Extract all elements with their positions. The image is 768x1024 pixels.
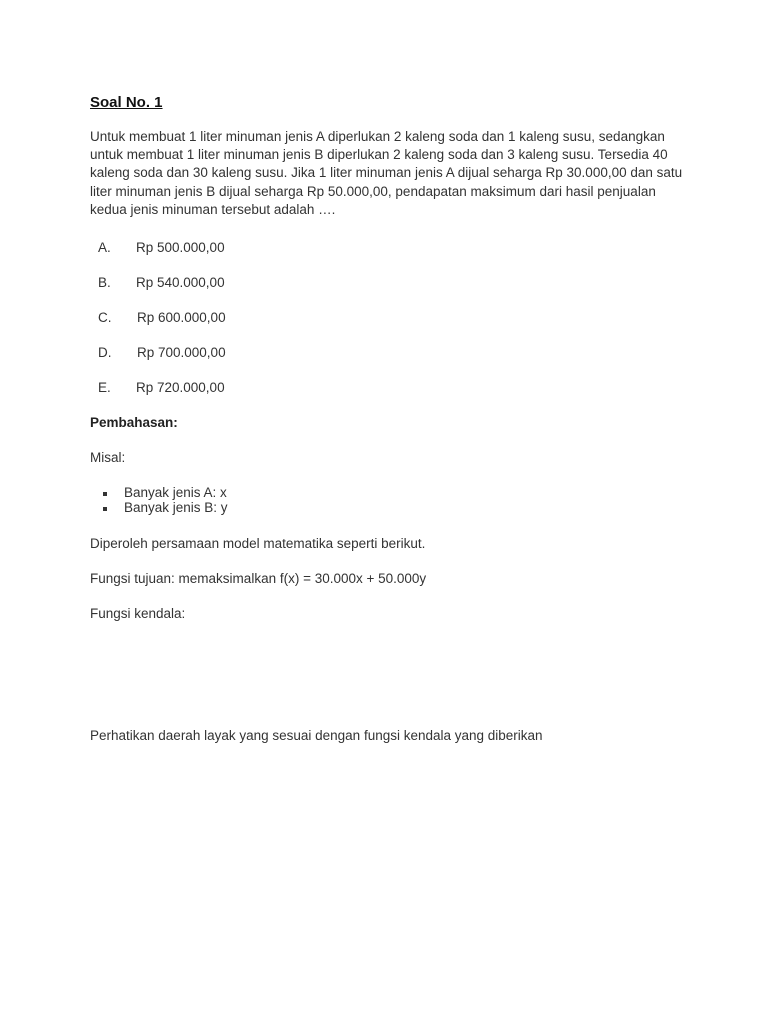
constraint-label: Fungsi kendala:	[90, 606, 186, 621]
question-line: untuk membuat 1 liter minuman jenis B diperlukan 2 kaleng soda dan 3 kaleng susu. Tersedia 40	[90, 147, 668, 163]
option-b-letter: B.	[98, 275, 111, 290]
option-d-letter: D.	[98, 345, 112, 360]
option-c-text: Rp 600.000,00	[137, 310, 226, 325]
option-e-text: Rp 720.000,00	[136, 380, 225, 395]
option-d-text: Rp 700.000,00	[137, 345, 226, 360]
bullet-square-icon	[103, 507, 107, 511]
option-e-letter: E.	[98, 380, 111, 395]
question-line: liter minuman jenis B dijual seharga Rp 50.000,00, pendapatan maksimum dari hasil penjualan	[90, 183, 656, 199]
option-c-letter: C.	[98, 310, 112, 325]
question-line: Untuk membuat 1 liter minuman jenis A diperlukan 2 kaleng soda dan 1 kaleng susu, sedangkan	[90, 129, 665, 144]
question-title: Soal No. 1	[90, 94, 163, 111]
question-line: kedua jenis minuman tersebut adalah ….	[90, 201, 336, 217]
objective-function-text: Fungsi tujuan: memaksimalkan f(x) = 30.000x + 50.000y	[90, 571, 427, 586]
option-a-text: Rp 500.000,00	[136, 240, 225, 255]
bullet-item: Banyak jenis A: x	[124, 485, 227, 500]
bullet-item: Banyak jenis B: y	[124, 500, 228, 515]
misal-label: Misal:	[90, 450, 126, 465]
model-text: Diperoleh persamaan model matematika seperti berikut.	[90, 536, 426, 551]
question-line: kaleng soda dan 30 kaleng susu. Jika 1 liter minuman jenis A dijual seharga Rp 30.000,00 dan satu	[90, 165, 683, 181]
bullet-square-icon	[103, 492, 107, 496]
discussion-heading: Pembahasan:	[90, 415, 178, 430]
option-a-letter: A.	[98, 240, 111, 255]
question-paragraph	[90, 128, 682, 219]
option-b-text: Rp 540.000,00	[136, 275, 225, 290]
feasible-region-text: Perhatikan daerah layak yang sesuai dengan fungsi kendala yang diberikan	[90, 728, 543, 743]
